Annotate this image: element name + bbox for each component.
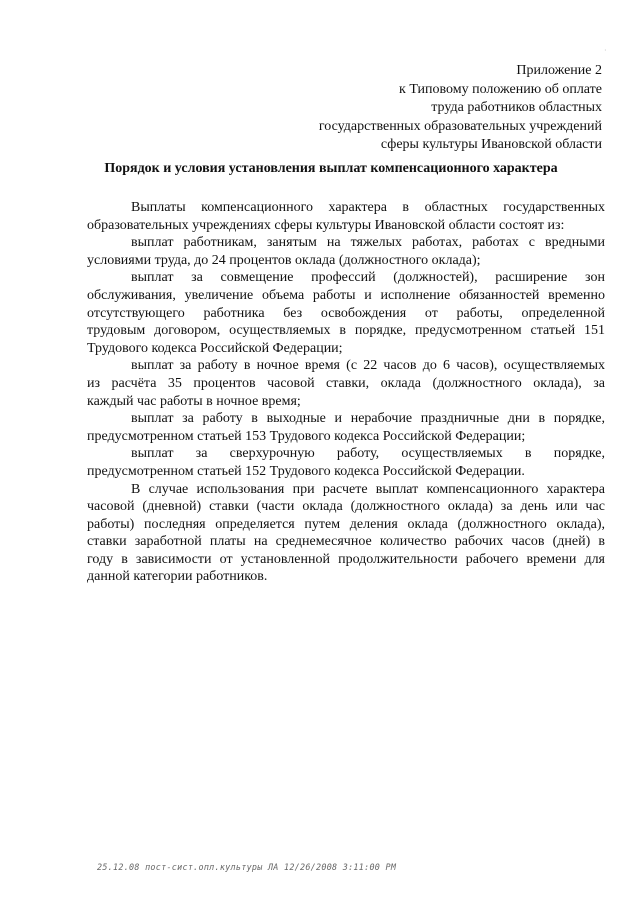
paragraph-line: Выплаты компенсационного характера в областных государственных bbox=[131, 200, 605, 215]
paragraph-line: данной категории работников. bbox=[87, 569, 268, 585]
paragraph-line: выплат за совмещение профессий (должностей), расширение зон bbox=[131, 270, 605, 286]
document-footer: 25.12.08 пост-сист.опл.культуры ЛА 12/26/2008 3:11:00 PM bbox=[97, 862, 397, 872]
paragraph-line: отсутствующего работника без освобождения от работы, определенной bbox=[87, 305, 605, 321]
paragraph-line: образовательных учреждениях сферы культуры Ивановской области состоят из: bbox=[87, 217, 565, 233]
paragraph-line: из расчёта 35 процентов часовой ставки, оклада (должностного оклада), за bbox=[87, 375, 605, 391]
paragraph-line: трудовым договором, осуществляемых в порядке, предусмотренном статьей 151 bbox=[87, 323, 605, 339]
paragraph-line: работы) последняя определяется путем деления оклада (должностного оклада), bbox=[87, 516, 605, 532]
appendix-reference-line: государственных образовательных учреждений bbox=[318, 118, 602, 134]
paragraph-line: году в зависимости от установленной продолжительности рабочего времени для bbox=[87, 551, 605, 567]
appendix-number: Приложение 2 bbox=[516, 63, 602, 78]
paragraph-line: Трудового кодекса Российской Федерации; bbox=[87, 340, 343, 356]
scan-mark-icon: · bbox=[604, 46, 607, 55]
paragraph-line: часовой (дневной) ставки (части оклада (должностного оклада) за день или час bbox=[87, 499, 605, 515]
paragraph-line: обслуживания, увеличение объема работы и исполнение обязанностей временно bbox=[87, 287, 605, 303]
appendix-header bbox=[242, 62, 602, 155]
paragraph-line: ставки заработной платы на среднемесячное количество рабочих часов (дней) в bbox=[87, 534, 605, 550]
document-body bbox=[87, 199, 605, 586]
paragraph-line: предусмотренном статьей 153 Трудового кодекса Российской Федерации; bbox=[87, 428, 526, 444]
paragraph-line: выплат за работу в выходные и нерабочие праздничные дни в порядке, bbox=[131, 411, 605, 427]
paragraph-line: выплат за работу в ночное время (с 22 часов до 6 часов), осуществляемых bbox=[131, 358, 605, 374]
paragraph-line: каждый час работы в ночное время; bbox=[87, 393, 301, 409]
paragraph-line: выплат за сверхурочную работу, осуществляемых в порядке, bbox=[131, 446, 605, 462]
paragraph-line: выплат работникам, занятым на тяжелых работах, работах с вредными bbox=[131, 235, 605, 251]
paragraph-line: условиями труда, до 24 процентов оклада (должностного оклада); bbox=[87, 252, 481, 268]
paragraph-line: В случае использования при расчете выплат компенсационного характера bbox=[131, 481, 605, 497]
appendix-reference-line: к Типовому положению об оплате bbox=[399, 81, 602, 97]
paragraph-line: предусмотренном статьей 152 Трудового кодекса Российской Федерации. bbox=[87, 463, 525, 479]
appendix-reference-line: сферы культуры Ивановской области bbox=[380, 137, 602, 153]
document-title: Порядок и условия установления выплат компенсационного характера bbox=[104, 161, 558, 176]
appendix-reference-line: труда работников областных bbox=[431, 100, 602, 116]
